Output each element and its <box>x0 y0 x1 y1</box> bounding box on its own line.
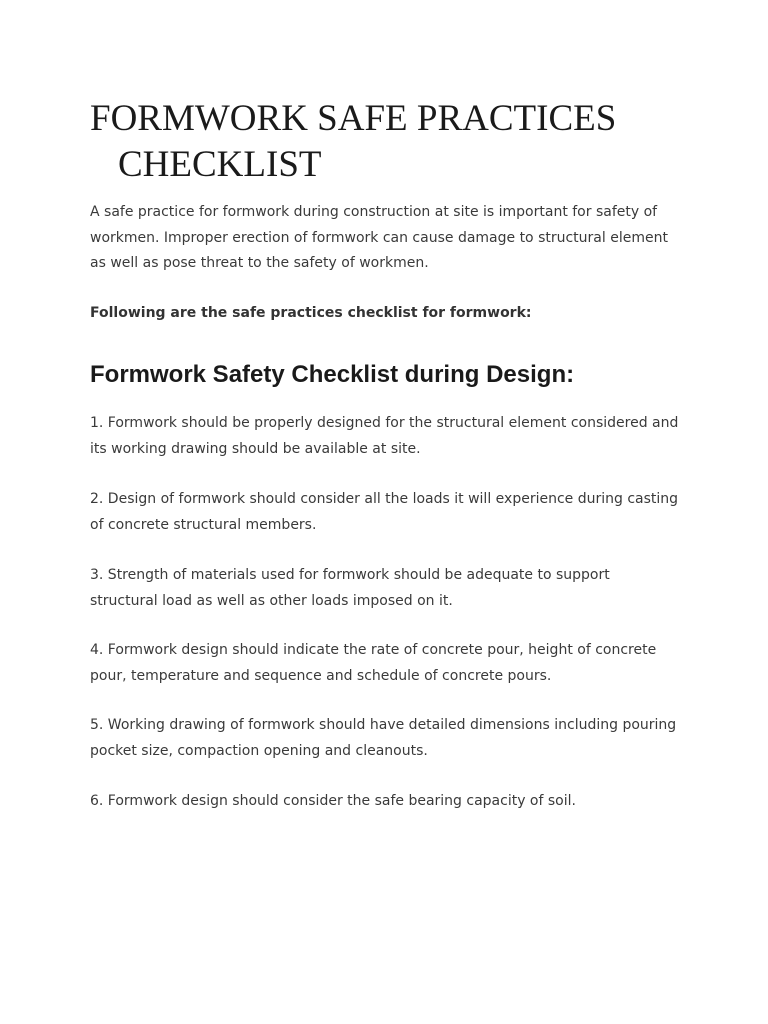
checklist-item-4: 4. Formwork design should indicate the rate of concrete pour, height of concrete pour, temperature and sequence and schedule of concrete pours. <box>90 642 657 684</box>
intro-paragraph: A safe practice for formwork during construction at site is important for safety of workmen. Improper erection of formwork can cause damage to structural element as well as pose threat to the safety of workmen. <box>90 204 668 271</box>
checklist-item-6: 6. Formwork design should consider the safe bearing capacity of soil. <box>90 793 576 809</box>
checklist-item-5: 5. Working drawing of formwork should have detailed dimensions including pouring pocket size, compaction opening and cleanouts. <box>90 717 677 759</box>
document-title <box>90 96 690 188</box>
title-line-1: FORMWORK SAFE PRACTICES <box>90 98 617 139</box>
title-line-2: CHECKLIST <box>118 144 322 185</box>
lead-paragraph: Following are the safe practices checklist for formwork: <box>90 305 532 321</box>
checklist-item-1: 1. Formwork should be properly designed for the structural element considered and its working drawing should be available at site. <box>90 415 679 457</box>
checklist-item-2: 2. Design of formwork should consider all the loads it will experience during casting of concrete structural members. <box>90 491 679 533</box>
checklist-item-3: 3. Strength of materials used for formwork should be adequate to support structural load as well as other loads imposed on it. <box>90 567 610 609</box>
section-heading: Formwork Safety Checklist during Design: <box>90 361 575 388</box>
